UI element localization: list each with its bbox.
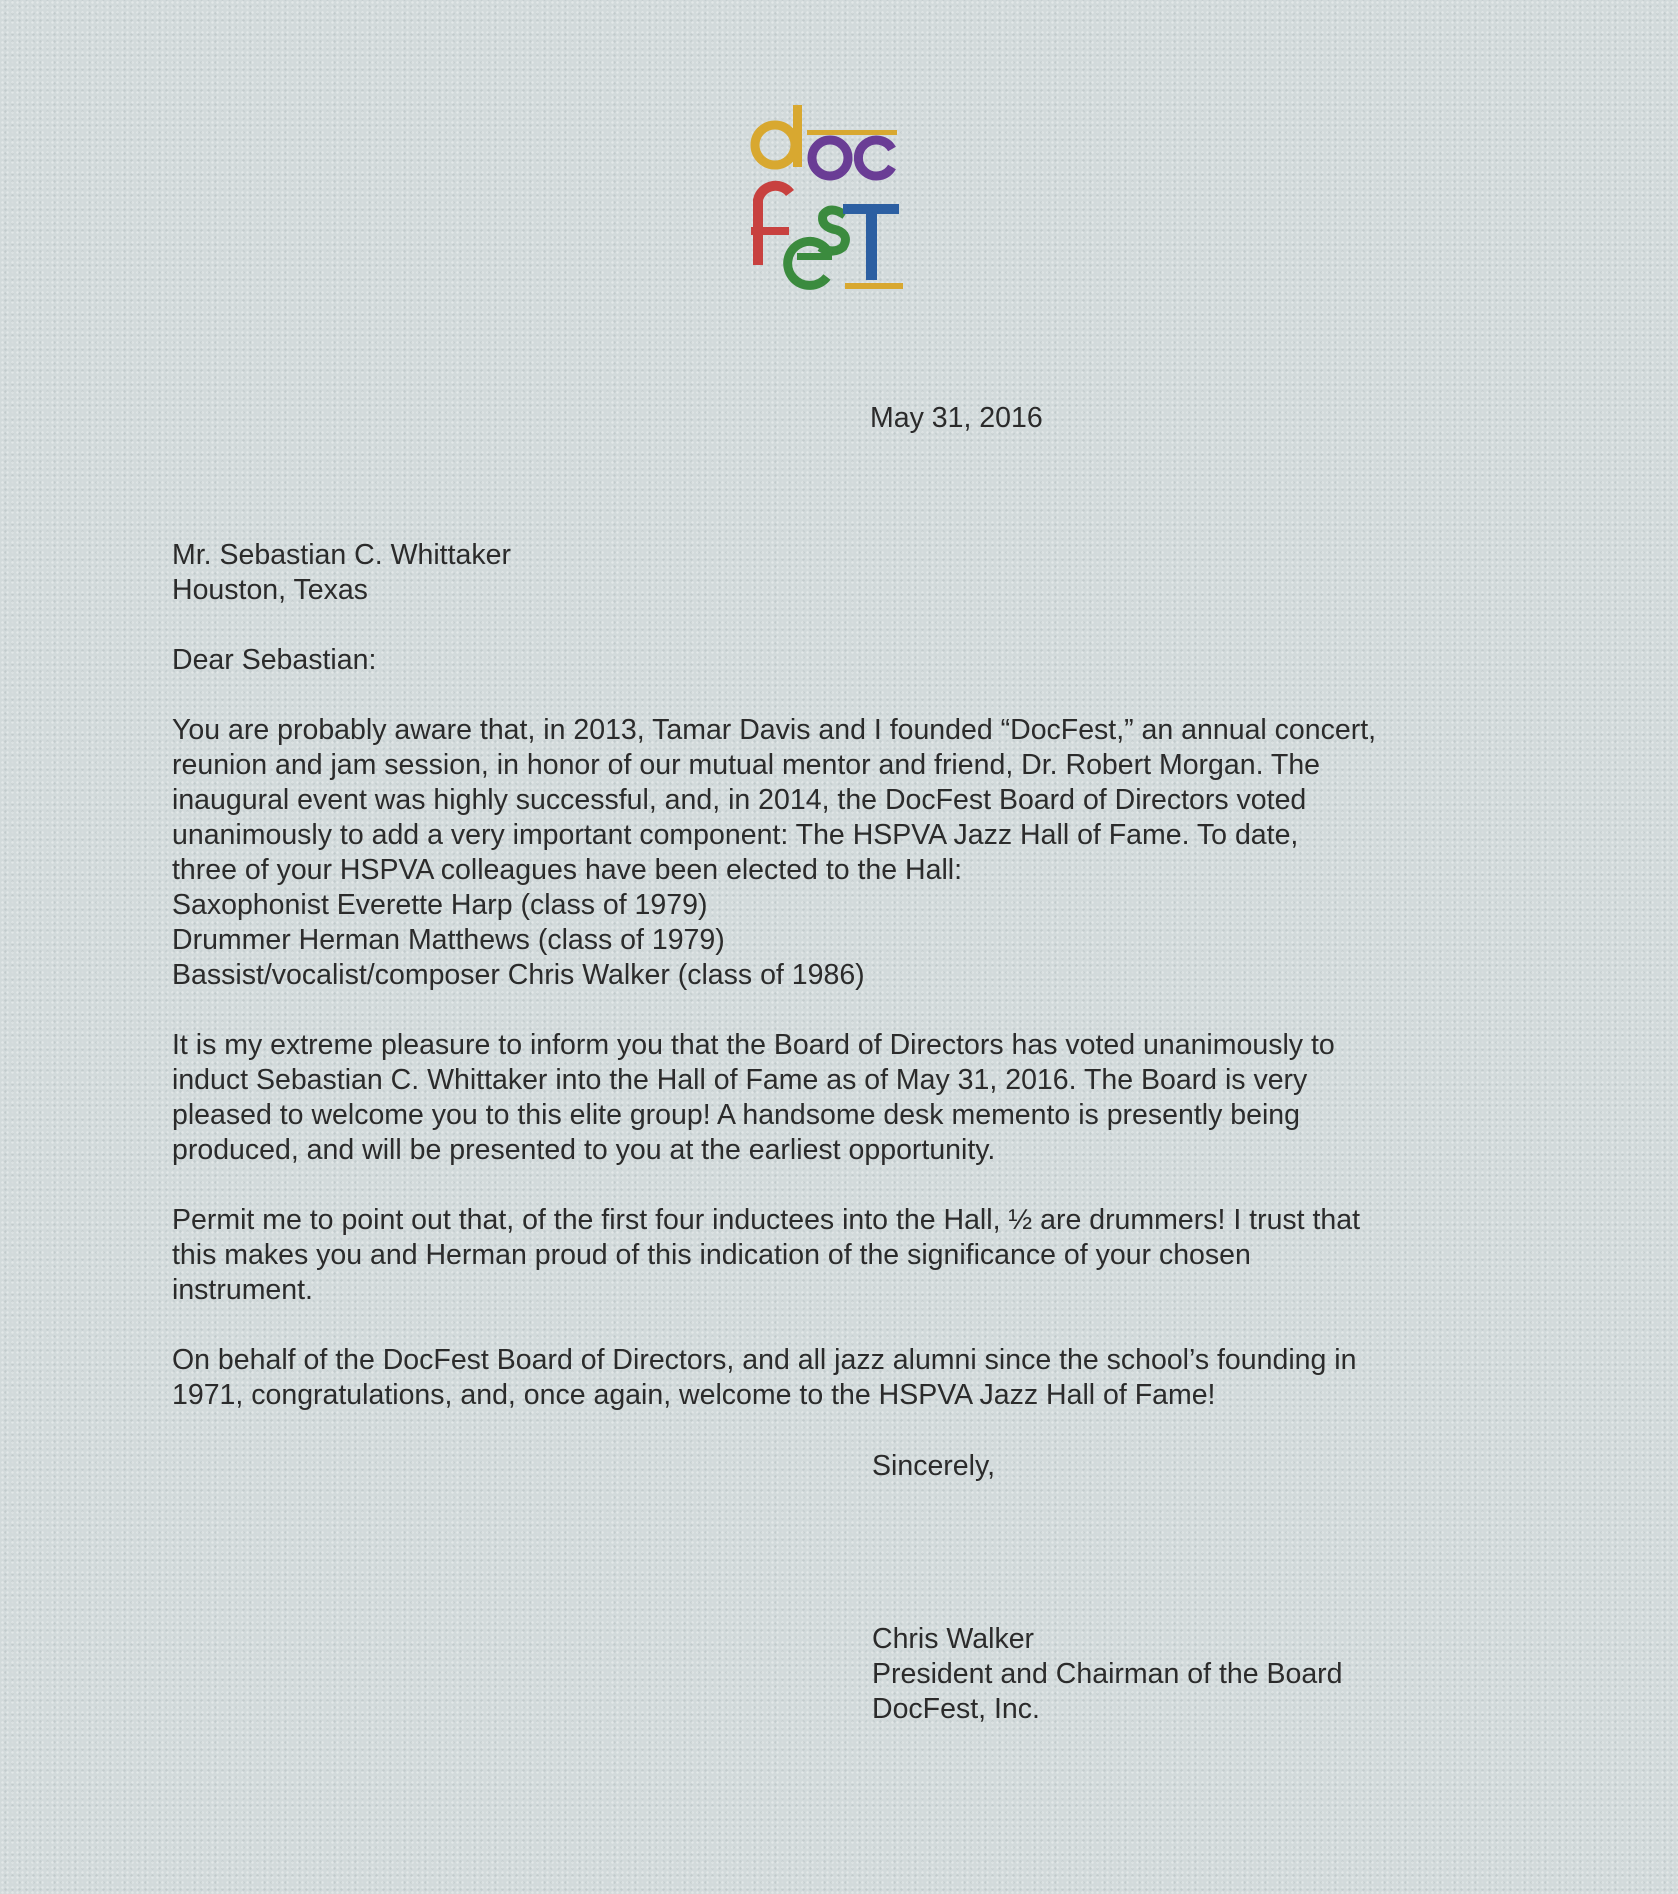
docfest-logo [745,105,905,290]
text-line: On behalf of the DocFest Board of Directors, and all jazz alumni since the school’s founding in [172,1344,1357,1376]
text-line: pleased to welcome you to this elite group! A handsome desk memento is presently being [172,1099,1300,1131]
signer-organization: DocFest, Inc. [872,1693,1040,1725]
inductee-line: Bassist/vocalist/composer Chris Walker (class of 1986) [172,959,865,991]
text-line: instrument. [172,1274,313,1306]
closing: Sincerely, [872,1450,996,1482]
recipient-address [172,538,511,608]
inductee-line: Drummer Herman Matthews (class of 1979) [172,924,725,956]
text-line: 1971, congratulations, and, once again, welcome to the HSPVA Jazz Hall of Fame! [172,1379,1216,1411]
signer-title: President and Chairman of the Board [872,1658,1343,1690]
signature-block [872,1622,1343,1727]
recipient-name: Mr. Sebastian C. Whittaker [172,539,511,571]
salutation: Dear Sebastian: [172,644,377,676]
paragraph-4 [172,1343,1356,1413]
letter-date: May 31, 2016 [870,402,1043,434]
text-line: inaugural event was highly successful, and, in 2014, the DocFest Board of Directors voted [172,784,1307,816]
paragraph-2 [172,1028,1335,1168]
signer-name: Chris Walker [872,1623,1035,1655]
text-line: produced, and will be presented to you at the earliest opportunity. [172,1134,996,1166]
inductee-line: Saxophonist Everette Harp (class of 1979) [172,889,708,921]
paragraph-1 [172,713,1376,993]
text-line: reunion and jam session, in honor of our mutual mentor and friend, Dr. Robert Morgan. The [172,749,1321,781]
text-line: unanimously to add a very important component: The HSPVA Jazz Hall of Fame. To date, [172,819,1299,851]
text-line: Permit me to point out that, of the first four inductees into the Hall, ½ are drummers! I trust that [172,1204,1361,1236]
text-line: induct Sebastian C. Whittaker into the Hall of Fame as of May 31, 2016. The Board is very [172,1064,1308,1096]
text-line: three of your HSPVA colleagues have been elected to the Hall: [172,854,963,886]
text-line: It is my extreme pleasure to inform you that the Board of Directors has voted unanimously to [172,1029,1335,1061]
text-line: You are probably aware that, in 2013, Tamar Davis and I founded “DocFest,” an annual concert, [172,714,1377,746]
paragraph-3 [172,1203,1360,1308]
text-line: this makes you and Herman proud of this indication of the significance of your chosen [172,1239,1251,1271]
recipient-location: Houston, Texas [172,574,368,606]
